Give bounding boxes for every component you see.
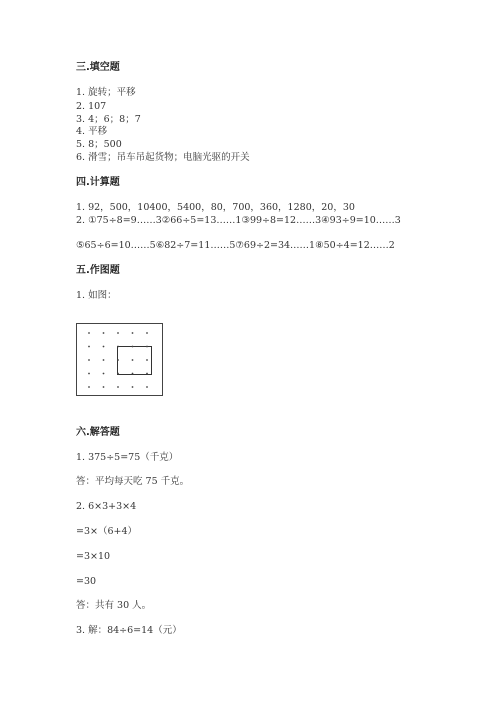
heading-answers: 六.解答题	[76, 427, 120, 438]
calculation-line-2: 2. ①75÷8=9……3②66÷5=13……1③99÷8=12……3④93÷9=10……3	[76, 215, 401, 226]
grid-dot	[88, 359, 90, 361]
grid-dot	[88, 373, 90, 375]
answer-line-2: 答：平均每天吃 75 千克。	[76, 476, 190, 487]
answer-line-8: 3. 解：84÷6=14（元）	[76, 625, 182, 636]
grid-dot	[146, 386, 148, 388]
dot-grid-figure	[76, 323, 164, 397]
grid-dot	[146, 373, 148, 375]
fill-blank-line-4: 4. 平移	[76, 126, 108, 137]
grid-dot	[146, 359, 148, 361]
fill-blank-line-5: 5. 8；500	[76, 139, 122, 150]
answer-line-1: 1. 375÷5=75（千克）	[76, 452, 179, 463]
grid-dot	[117, 373, 119, 375]
grid-dot	[117, 332, 119, 334]
grid-dot	[117, 386, 119, 388]
grid-dot	[132, 332, 134, 334]
grid-dot	[146, 346, 148, 348]
grid-dots	[88, 332, 148, 388]
grid-dot	[117, 346, 119, 348]
answer-line-4: =3×（6+4）	[76, 526, 138, 537]
fill-blank-line-2: 2. 107	[76, 101, 107, 112]
grid-dot	[132, 386, 134, 388]
grid-dot	[146, 332, 148, 334]
fill-blank-line-6: 6. 滑雪；吊车吊起货物；电脑光驱的开关	[76, 152, 250, 163]
fill-blank-line-3: 3. 4；6；8；7	[76, 114, 141, 125]
grid-dot	[103, 332, 105, 334]
fill-blank-line-1: 1. 旋转；平移	[76, 87, 136, 98]
grid-dot	[132, 373, 134, 375]
grid-dot	[103, 373, 105, 375]
grid-dot	[88, 332, 90, 334]
answer-line-6: =30	[76, 576, 97, 587]
grid-dot	[88, 386, 90, 388]
heading-calculation: 四.计算题	[76, 177, 120, 188]
grid-dot	[132, 346, 134, 348]
grid-dot	[88, 346, 90, 348]
drawing-line-1: 1. 如图：	[76, 290, 117, 301]
answer-line-3: 2. 6×3+3×4	[76, 501, 137, 512]
answer-line-5: =3×10	[76, 551, 111, 562]
calculation-line-1: 1. 92，500，10400，5400，80，700，360，1280，20，30	[76, 202, 355, 213]
calculation-line-3: ⑤65÷6=10……5⑥82÷7=11……5⑦69÷2=34……1⑧50÷4=12……2	[76, 240, 395, 251]
grid-dot	[117, 359, 119, 361]
answer-line-7: 答：共有 30 人。	[76, 600, 152, 611]
grid-dot	[132, 359, 134, 361]
grid-dot	[103, 346, 105, 348]
grid-dot	[103, 359, 105, 361]
heading-drawing: 五.作图题	[76, 265, 120, 276]
heading-fill-blank: 三.填空题	[76, 62, 120, 73]
grid-dot	[103, 386, 105, 388]
